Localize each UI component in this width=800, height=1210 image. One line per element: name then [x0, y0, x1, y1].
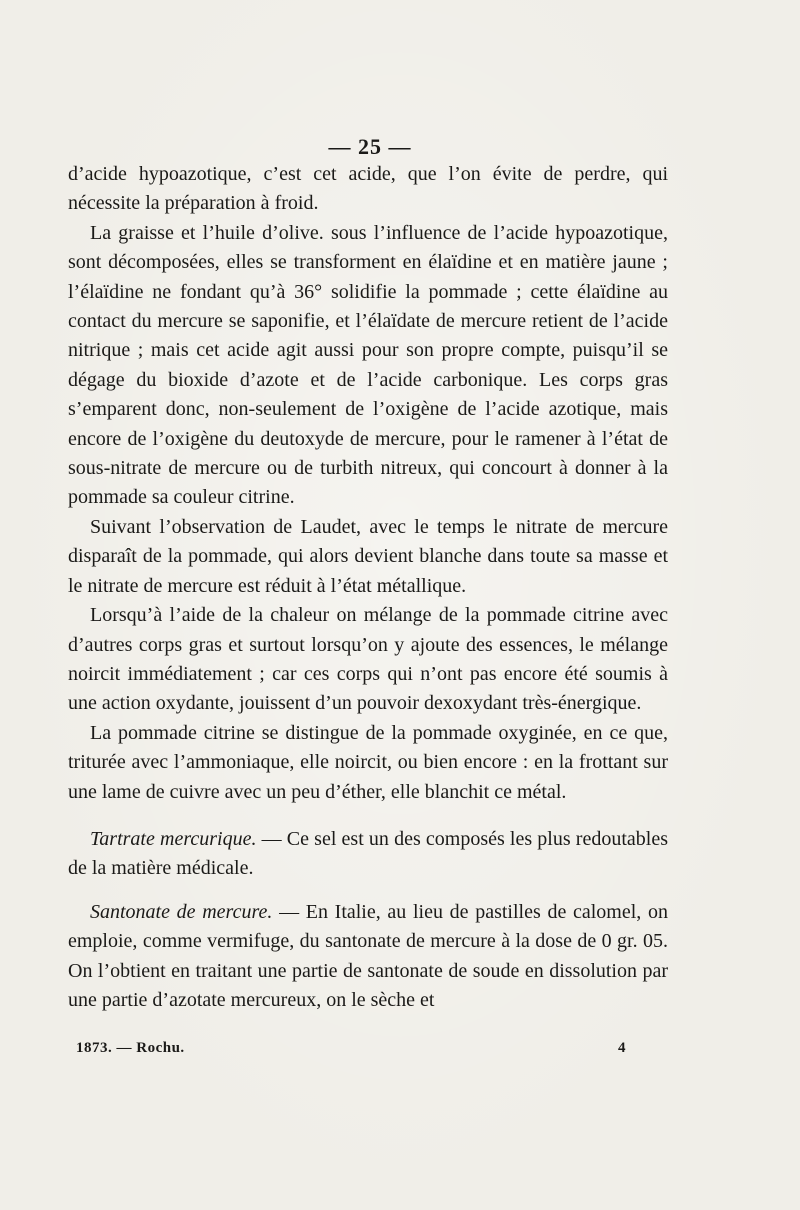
- footer-imprint: 1873. — Rochu.: [76, 1040, 185, 1056]
- entry-text: — En Italie, au lieu de pastilles de calomel, on emploie, comme vermifuge, du santonate de mercure à la dose de 0 gr. 05. On l’obtient en traitant une partie de santonate de soude en dissolution par une partie d’azotate mercureux, on le sèche et: [68, 900, 668, 1011]
- paragraph: La graisse et l’huile d’olive. sous l’influence de l’acide hypoazotique, sont décomposées, elles se transforment en élaïdine et en matière jaune ; l’élaïdine ne fondant qu’à 36° solidifie la pommade ; cette élaïdine au contact du mercure se saponifie, et l’élaïdate de mercure retient de l’acide nitrique ; mais cet acide agit aussi pour son propre compte, puisqu’il se dégage du bioxide d’azote et de l’acide carbonique. Les corps gras s’emparent donc, non-seulement de l’oxigène de l’acide azotique, mais encore de l’oxigène du deutoxyde de mercure, pour le ramener à l’état de sous-nitrate de mercure ou de turbith nitreux, qui concourt à donner à la pommade sa couleur citrine.: [68, 221, 668, 509]
- entry-term: Santonate de mercure.: [90, 900, 273, 923]
- paragraph: La pommade citrine se distingue de la pommade oxyginée, en ce que, triturée avec l’ammoniaque, elle noircit, ou bien encore : en la frottant sur une lame de cuivre avec un peu d’éther, elle blanchit ce métal.: [68, 721, 668, 803]
- section-gap: [68, 884, 668, 898]
- paragraph: Suivant l’observation de Laudet, avec le temps le nitrate de mercure disparaît de la pommade, qui alors devient blanche dans toute sa masse et le nitrate de mercure est réduit à l’état métallique.: [68, 515, 668, 597]
- entry-text: — Ce sel est un des composés les plus redoutables de la matière médicale.: [68, 827, 668, 880]
- entry-term: Tartrate mercurique.: [90, 827, 257, 850]
- page-number: — 25 —: [328, 134, 412, 159]
- footer: [76, 1040, 626, 1057]
- paragraph: d’acide hypoazotique, c’est cet acide, que l’on évite de perdre, qui nécessite la préparation à froid.: [68, 163, 668, 215]
- section-gap: [68, 807, 668, 825]
- footer-signature: 4: [618, 1040, 626, 1056]
- body-text: [68, 160, 668, 1015]
- entry-santonate: [68, 898, 668, 1016]
- paragraph: Lorsqu’à l’aide de la chaleur on mélange de la pommade citrine avec d’autres corps gras et surtout lorsqu’on y ajoute des essences, le mélange noircit immédiatement ; car ces corps qui n’ont pas encore été soumis à une action oxydante, jouissent d’un pouvoir dexoxydant très-énergique.: [68, 604, 668, 715]
- entry-tartrate: [68, 825, 668, 884]
